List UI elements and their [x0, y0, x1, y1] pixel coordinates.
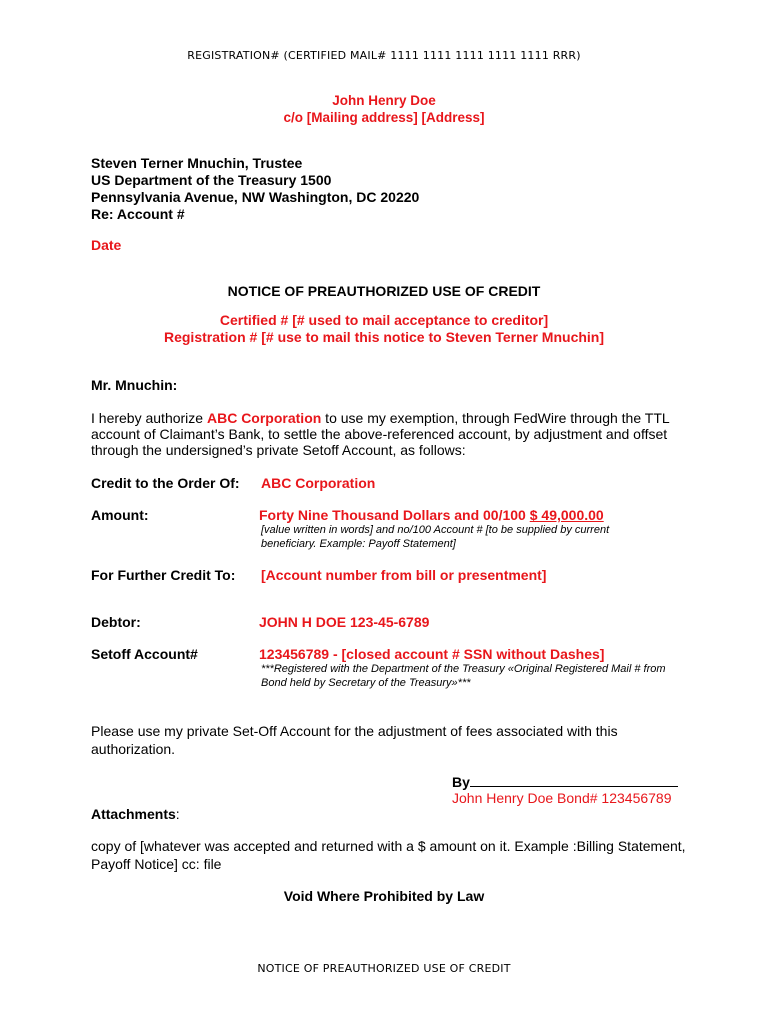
amount-note-line-2: beneficiary. Example: Payoff Statement] — [261, 538, 456, 550]
setoff-value: 123456789 - [closed account # SSN without Dashes] — [259, 646, 605, 662]
amount-dollars: $ 49,000.00 — [529, 507, 604, 523]
amount-label: Amount: — [91, 507, 149, 523]
certified-line: Certified # [# used to mail acceptance to creditor] — [219, 312, 549, 328]
debtor-value: JOHN H DOE 123-45-6789 — [259, 614, 430, 630]
salutation: Mr. Mnuchin: — [91, 377, 178, 393]
credit-label: Credit to the Order Of: — [91, 475, 240, 491]
further-credit-value: [Account number from bill or presentment] — [261, 567, 547, 583]
attachments-colon: : — [175, 806, 180, 822]
body-paragraph-line-2: account of Claimant’s Bank, to settle the above-referenced account, by adjustment and offset — [91, 426, 668, 442]
body-text: I hereby authorize — [91, 410, 207, 426]
recipient-line-3: Pennsylvania Avenue, NW Washington, DC 20220 — [91, 189, 420, 205]
closing-paragraph-line-2: authorization. — [91, 741, 176, 757]
amount-note-line-1: [value written in words] and no/100 Account # [to be supplied by current — [261, 524, 610, 536]
body-paragraph-line-3: through the undersigned’s private Setoff Account, as follows: — [91, 442, 466, 458]
sender-address: c/o [Mailing address] [Address] — [283, 110, 485, 125]
registration-notice-line: Registration # [# use to mail this notice to Steven Terner Mnuchin] — [163, 329, 605, 345]
signature-line — [452, 772, 678, 790]
body-text: to use my exemption, through FedWire through the TTL — [321, 410, 670, 426]
attachments-line-1: copy of [whatever was accepted and returned with a $ amount on it. Example :Billing Statement, — [91, 838, 686, 854]
footer-title: NOTICE OF PREAUTHORIZED USE OF CREDIT — [257, 962, 511, 975]
setoff-note-line-1: ***Registered with the Department of the Treasury «Original Registered Mail # from — [261, 663, 666, 675]
attachments-heading — [91, 806, 180, 822]
closing-paragraph-line-1: Please use my private Set-Off Account for the adjustment of fees associated with this — [91, 723, 618, 739]
amount-words: Forty Nine Thousand Dollars and 00/100 — [259, 507, 530, 523]
page-title: NOTICE OF PREAUTHORIZED USE OF CREDIT — [227, 283, 541, 299]
body-paragraph-line-1 — [91, 410, 670, 426]
amount-value — [259, 507, 604, 523]
body-company: ABC Corporation — [206, 410, 322, 426]
setoff-label: Setoff Account# — [91, 646, 198, 662]
void-notice: Void Where Prohibited by Law — [283, 888, 485, 904]
signature-name: John Henry Doe Bond# 123456789 — [452, 790, 672, 806]
attachments-line-2: Payoff Notice] cc: file — [91, 856, 222, 872]
credit-value: ABC Corporation — [261, 475, 376, 491]
registration-header: REGISTRATION# (CERTIFIED MAIL# 1111 1111 1111 1111 1111 RRR) — [187, 49, 581, 62]
by-label: By — [452, 774, 470, 790]
recipient-line-4: Re: Account # — [91, 206, 185, 222]
recipient-line-2: US Department of the Treasury 1500 — [91, 172, 332, 188]
signature-blank — [470, 772, 678, 787]
sender-name: John Henry Doe — [332, 93, 436, 108]
further-credit-label: For Further Credit To: — [91, 567, 236, 583]
attachments-label: Attachments — [91, 806, 176, 822]
recipient-line-1: Steven Terner Mnuchin, Trustee — [91, 155, 303, 171]
debtor-label: Debtor: — [91, 614, 141, 630]
date-label: Date — [91, 237, 122, 253]
setoff-note-line-2: Bond held by Secretary of the Treasury»*** — [261, 677, 471, 689]
